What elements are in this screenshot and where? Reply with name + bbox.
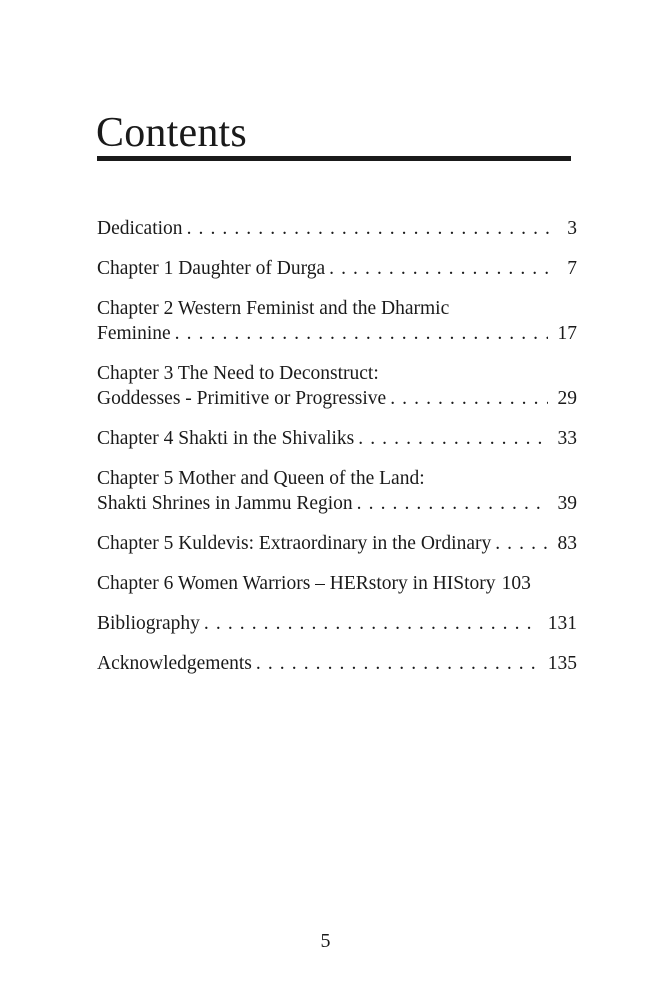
toc-entry — [97, 296, 577, 346]
dot-leader — [256, 651, 538, 676]
toc-entry-line — [97, 426, 577, 451]
page-title: Contents — [96, 110, 247, 156]
toc-entry — [97, 426, 577, 451]
toc-entry-line — [97, 216, 577, 241]
toc-entry-label: Chapter 1 Daughter of Durga — [97, 258, 326, 279]
toc-entry-line — [97, 386, 577, 411]
toc-entry — [97, 361, 577, 411]
toc-entry-line — [97, 651, 577, 676]
toc-page-number: 131 — [547, 613, 577, 634]
toc-entry — [97, 216, 577, 241]
title-rule — [97, 156, 571, 161]
toc-entry-line — [97, 571, 577, 596]
dot-leader — [187, 216, 558, 241]
toc-entry-label: Acknowledgements — [97, 653, 252, 674]
toc-page-number: 3 — [567, 218, 577, 239]
toc-entry — [97, 466, 577, 516]
toc-entry — [97, 611, 577, 636]
toc-page-number: 39 — [557, 493, 577, 514]
toc-page-number: 103 — [501, 573, 531, 594]
dot-leader — [329, 256, 557, 281]
dot-leader — [495, 531, 547, 556]
toc-entry — [97, 651, 577, 676]
toc-entry-label: Chapter 5 Kuldevis: Extraordinary in the Ordinary — [97, 533, 492, 554]
dot-leader — [175, 321, 548, 346]
toc-entry-label: Dedication — [97, 218, 183, 239]
toc-page-number: 7 — [567, 258, 577, 279]
toc-entry-line — [97, 611, 577, 636]
toc-entry — [97, 256, 577, 281]
toc-page-number: 83 — [557, 533, 577, 554]
toc-entry-label: Goddesses - Primitive or Progressive — [97, 388, 387, 409]
toc-entry-label: Bibliography — [97, 613, 200, 634]
toc-entry-line — [97, 531, 577, 556]
toc-entry-line — [97, 256, 577, 281]
toc-entry-first-line: Chapter 5 Mother and Queen of the Land: — [97, 468, 425, 489]
dot-leader — [390, 386, 547, 411]
toc-entry — [97, 531, 577, 556]
page-number: 5 — [320, 930, 331, 952]
toc-entry-first-line: Chapter 3 The Need to Deconstruct: — [97, 363, 379, 384]
toc-entry — [97, 571, 577, 596]
toc-page-number: 29 — [557, 388, 577, 409]
dot-leader — [357, 491, 548, 516]
dot-leader — [358, 426, 547, 451]
toc-page-number: 135 — [547, 653, 577, 674]
toc-page-number: 17 — [557, 323, 577, 344]
toc-entry-label: Chapter 6 Women Warriors – HERstory in HIStory — [97, 573, 496, 594]
table-of-contents — [97, 216, 577, 691]
toc-entry-label: Feminine — [97, 323, 171, 344]
toc-entry-label: Chapter 4 Shakti in the Shivaliks — [97, 428, 355, 449]
toc-entry-first-line: Chapter 2 Western Feminist and the Dharmic — [97, 298, 450, 319]
toc-entry-line — [97, 321, 577, 346]
dot-leader — [204, 611, 538, 636]
toc-entry-label: Shakti Shrines in Jammu Region — [97, 493, 353, 514]
toc-page-number: 33 — [557, 428, 577, 449]
toc-entry-line — [97, 491, 577, 516]
